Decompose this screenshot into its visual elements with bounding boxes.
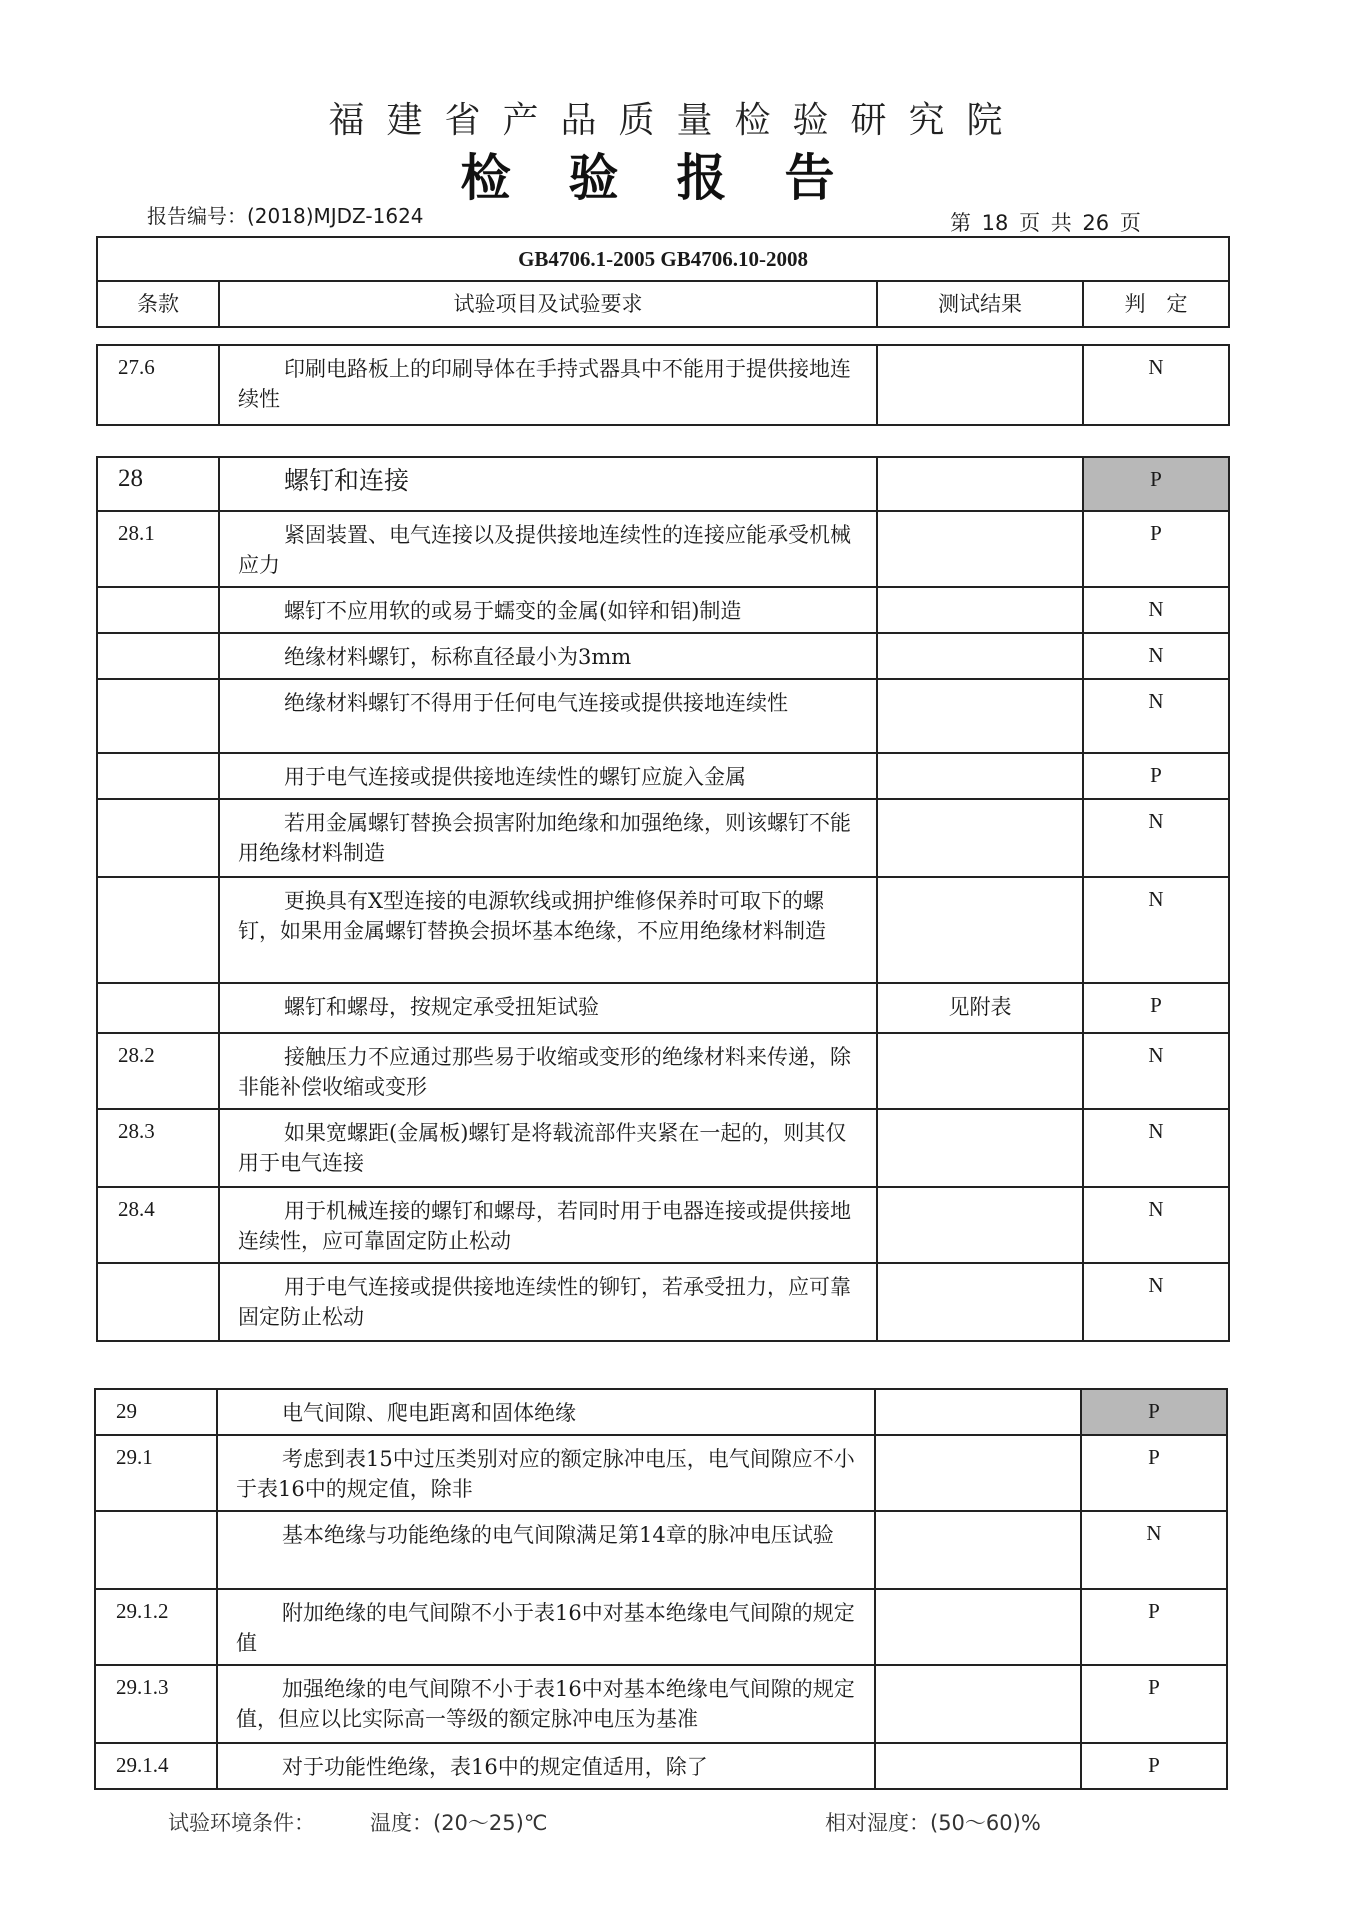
requirement-cell: 螺钉不应用软的或易于蠕变的金属(如锌和铝)制造 (219, 587, 877, 633)
clause-cell (97, 983, 219, 1033)
header-requirement: 试验项目及试验要求 (219, 281, 877, 327)
requirement-cell: 若用金属螺钉替换会损害附加绝缘和加强绝缘，则该螺钉不能用绝缘材料制造 (219, 799, 877, 877)
result-cell (875, 1389, 1081, 1435)
clause-cell: 27.6 (97, 345, 219, 425)
result-cell: 见附表 (877, 983, 1083, 1033)
requirement-cell: 附加绝缘的电气间隙不小于表16中对基本绝缘电气间隙的规定值 (217, 1589, 875, 1665)
verdict-cell: N (1083, 587, 1229, 633)
verdict-cell: P (1083, 511, 1229, 587)
clause-cell: 28.1 (97, 511, 219, 587)
clause-29-table (94, 1388, 1228, 1790)
institution-name: 福建省产品质量检验研究院 (328, 100, 1025, 141)
result-cell (877, 457, 1083, 511)
clause-cell (97, 799, 219, 877)
table-row (97, 1263, 1229, 1341)
clause-28-table (96, 456, 1230, 1342)
clause-cell (97, 633, 219, 679)
requirement-cell: 对于功能性绝缘，表16中的规定值适用，除了 (217, 1743, 875, 1789)
result-cell (877, 877, 1083, 983)
table-row (95, 1435, 1227, 1511)
clause-cell: 29.1.3 (95, 1665, 217, 1743)
requirement-cell: 绝缘材料螺钉，标称直径最小为3mm (219, 633, 877, 679)
requirement-cell: 基本绝缘与功能绝缘的电气间隙满足第14章的脉冲电压试验 (217, 1511, 875, 1589)
clause-cell: 29.1.4 (95, 1743, 217, 1789)
header-clause: 条款 (97, 281, 219, 327)
table-row (97, 983, 1229, 1033)
result-cell (877, 345, 1083, 425)
verdict-cell: P (1083, 753, 1229, 799)
result-cell (877, 511, 1083, 587)
verdict-cell: N (1083, 679, 1229, 753)
table-row (97, 753, 1229, 799)
clause-cell (97, 679, 219, 753)
table-row (97, 679, 1229, 753)
clause-cell: 28 (97, 457, 219, 511)
requirement-cell: 电气间隙、爬电距离和固体绝缘 (217, 1389, 875, 1435)
verdict-cell: N (1083, 877, 1229, 983)
verdict-cell: N (1083, 1033, 1229, 1109)
header-result: 测试结果 (877, 281, 1083, 327)
clause-27-table (96, 344, 1230, 426)
result-cell (877, 1109, 1083, 1187)
requirement-cell: 螺钉和连接 (219, 457, 877, 511)
clause-cell: 29 (95, 1389, 217, 1435)
requirement-cell: 更换具有X型连接的电源软线或拥护维修保养时可取下的螺钉，如果用金属螺钉替换会损坏基本绝缘，不应用绝缘材料制造 (219, 877, 877, 983)
verdict-cell: N (1083, 1109, 1229, 1187)
verdict-cell: P (1081, 1665, 1227, 1743)
environment-label: 试验环境条件： (168, 1811, 315, 1835)
result-cell (875, 1665, 1081, 1743)
verdict-cell: P (1081, 1743, 1227, 1789)
header-verdict: 判 定 (1083, 281, 1229, 327)
document-title: 检验报告 (460, 149, 893, 207)
result-cell (875, 1435, 1081, 1511)
result-cell (877, 679, 1083, 753)
requirement-cell: 接触压力不应通过那些易于收缩或变形的绝缘材料来传递，除非能补偿收缩或变形 (219, 1033, 877, 1109)
verdict-cell: P (1083, 983, 1229, 1033)
result-cell (875, 1743, 1081, 1789)
table-row (95, 1511, 1227, 1589)
verdict-cell: P (1081, 1589, 1227, 1665)
result-cell (877, 1033, 1083, 1109)
report-number: 报告编号：(2018)MJDZ-1624 (147, 204, 424, 228)
result-cell (877, 1187, 1083, 1263)
verdict-cell: P (1081, 1389, 1227, 1435)
requirement-cell: 用于机械连接的螺钉和螺母，若同时用于电器连接或提供接地连续性，应可靠固定防止松动 (219, 1187, 877, 1263)
clause-cell (97, 587, 219, 633)
clause-cell (97, 753, 219, 799)
table-row (97, 511, 1229, 587)
clause-cell (97, 1263, 219, 1341)
temperature-range: 温度：(20～25)℃ (370, 1811, 548, 1835)
verdict-cell: N (1083, 345, 1229, 425)
humidity-range: 相对湿度：(50～60)% (825, 1811, 1041, 1835)
table-row (95, 1589, 1227, 1665)
result-cell (877, 799, 1083, 877)
table-row (95, 1389, 1227, 1435)
clause-cell (97, 877, 219, 983)
table-row (95, 1743, 1227, 1789)
header-table (96, 236, 1230, 328)
requirement-cell: 用于电气连接或提供接地连续性的螺钉应旋入金属 (219, 753, 877, 799)
verdict-cell: P (1083, 457, 1229, 511)
verdict-cell: P (1081, 1435, 1227, 1511)
clause-cell: 28.4 (97, 1187, 219, 1263)
table-row (97, 633, 1229, 679)
verdict-cell: N (1083, 799, 1229, 877)
table-row (97, 1109, 1229, 1187)
standard-reference: GB4706.1-2005 GB4706.10-2008 (97, 237, 1229, 281)
clause-cell: 28.3 (97, 1109, 219, 1187)
table-row (97, 1033, 1229, 1109)
requirement-cell: 螺钉和螺母，按规定承受扭矩试验 (219, 983, 877, 1033)
table-row (97, 587, 1229, 633)
verdict-cell: N (1083, 1187, 1229, 1263)
clause-cell: 28.2 (97, 1033, 219, 1109)
table-row (95, 1665, 1227, 1743)
verdict-cell: N (1083, 1263, 1229, 1341)
table-row (97, 345, 1229, 425)
requirement-cell: 绝缘材料螺钉不得用于任何电气连接或提供接地连续性 (219, 679, 877, 753)
requirement-cell: 考虑到表15中过压类别对应的额定脉冲电压，电气间隙应不小于表16中的规定值，除非 (217, 1435, 875, 1511)
page-number: 第 18 页 共 26 页 (950, 211, 1141, 235)
table-row (97, 799, 1229, 877)
result-cell (875, 1511, 1081, 1589)
clause-cell: 29.1.2 (95, 1589, 217, 1665)
clause-cell: 29.1 (95, 1435, 217, 1511)
requirement-cell: 用于电气连接或提供接地连续性的铆钉，若承受扭力，应可靠固定防止松动 (219, 1263, 877, 1341)
verdict-cell: N (1081, 1511, 1227, 1589)
clause-cell (95, 1511, 217, 1589)
result-cell (877, 753, 1083, 799)
result-cell (877, 633, 1083, 679)
table-row (97, 1187, 1229, 1263)
table-row (97, 877, 1229, 983)
result-cell (875, 1589, 1081, 1665)
table-row (97, 457, 1229, 511)
result-cell (877, 587, 1083, 633)
requirement-cell: 印刷电路板上的印刷导体在手持式器具中不能用于提供接地连续性 (219, 345, 877, 425)
verdict-cell: N (1083, 633, 1229, 679)
requirement-cell: 紧固装置、电气连接以及提供接地连续性的连接应能承受机械应力 (219, 511, 877, 587)
requirement-cell: 加强绝缘的电气间隙不小于表16中对基本绝缘电气间隙的规定值，但应以比实际高一等级的额定脉冲电压为基准 (217, 1665, 875, 1743)
requirement-cell: 如果宽螺距(金属板)螺钉是将载流部件夹紧在一起的，则其仅用于电气连接 (219, 1109, 877, 1187)
result-cell (877, 1263, 1083, 1341)
